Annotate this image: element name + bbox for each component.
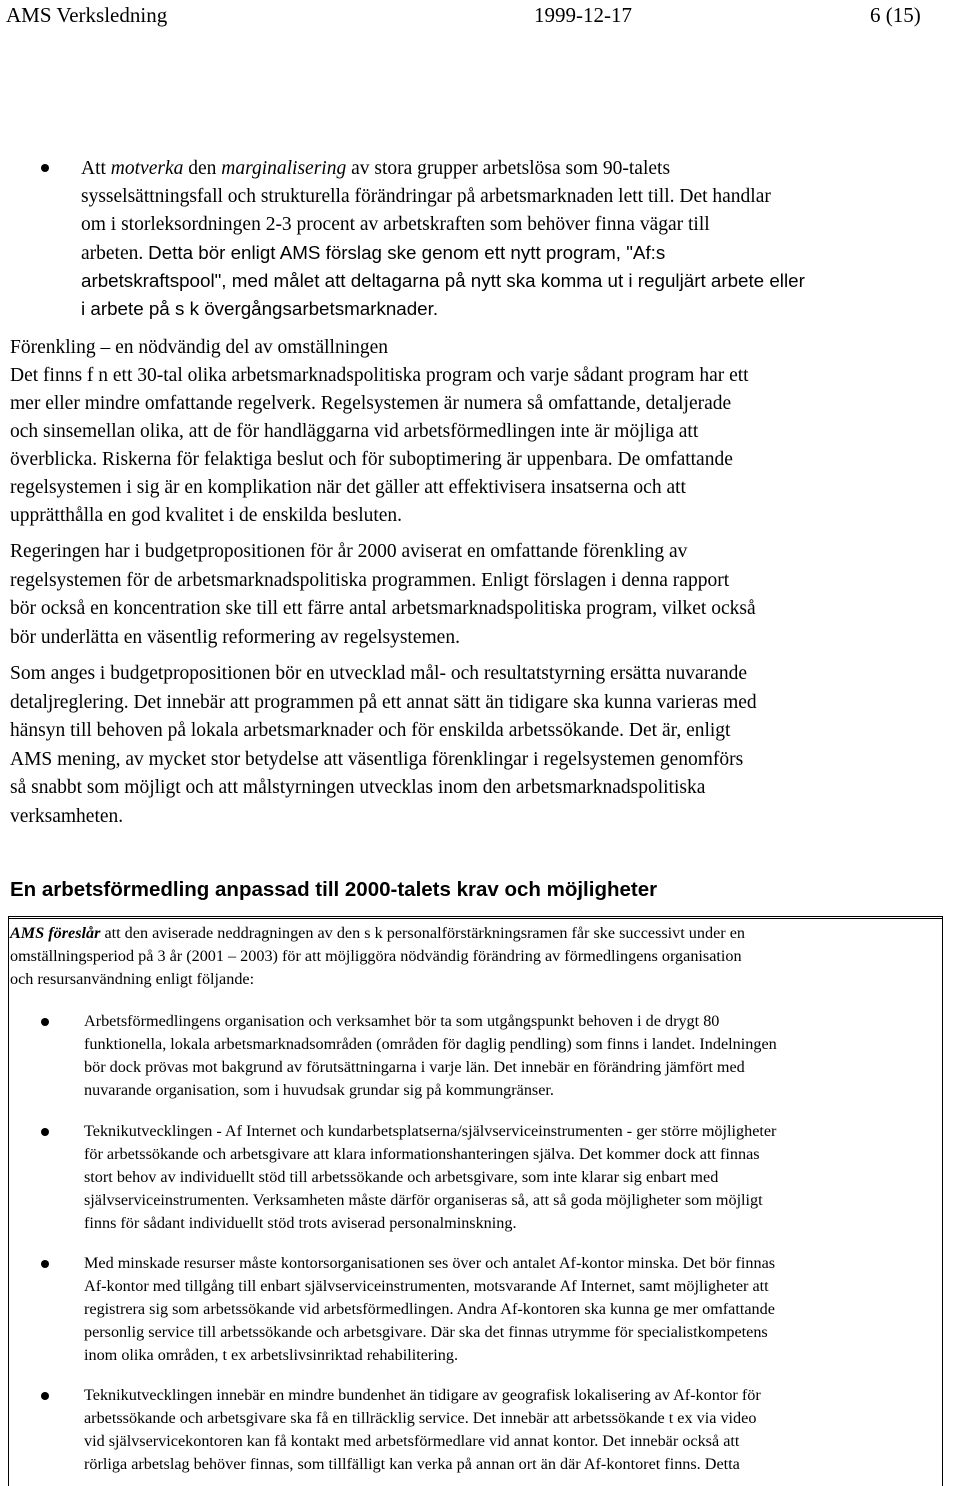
box-bullet-line: arbetssökande och arbetsgivare ska få en tillräcklig service. Det innebär att arbetssökande t ex via video xyxy=(84,1409,757,1427)
box-bullet-line: stort behov av individuellt stöd till arbetssökande och arbetsgivare, som inte klarar sig enbart med xyxy=(84,1168,719,1186)
paragraph3-line: så snabbt som möjligt och att målstyrningen utvecklas inom den arbetsmarknadspolitiska xyxy=(10,777,706,798)
bullet1-line5: arbetskraftspool", med målet att deltagarna på nytt ska komma ut i reguljärt arbete eller xyxy=(81,270,805,291)
box-bullet-line: nuvarande organisation, som i huvudsak grundar sig på kommungränser. xyxy=(84,1081,554,1099)
paragraph3-line: detaljreglering. Det innebär att programmen på ett annat sätt än tidigare ska kunna varieras med xyxy=(10,691,757,713)
box-bullet-line: för arbetssökande och arbetsgivare att klara informationshanteringen själva. Det kommer dock att finnas xyxy=(84,1145,760,1163)
paragraph3-line: AMS mening, av mycket stor betydelse att väsentliga förenklingar i regelsystemen genomförs xyxy=(10,748,744,770)
box-bullet-line: funktionella, lokala arbetsmarknadsområden (områden för daglig pendling) som finns i landet. Indelningen xyxy=(84,1035,777,1053)
paragraph2-line: bör också en koncentration ske till ett färre antal arbetsmarknadspolitiska program, vilket också xyxy=(10,598,756,619)
page-number: 6 (15) xyxy=(870,3,921,27)
paragraph3-line: Som anges i budgetpropositionen bör en utvecklad mål- och resultatstyrning ersätta nuvarande xyxy=(10,663,748,684)
box-bullet-dot xyxy=(41,1128,49,1136)
bullet1-line6: i arbete på s k övergångsarbetsmarknader. xyxy=(81,298,439,319)
paragraph1-line: regelsystemen i sig är en komplikation när det gäller att effektivisera insatserna och att xyxy=(10,477,686,498)
paragraph3-line: hänsyn till behoven på lokala arbetsmarknader och för enskilda arbetssökande. Det är, enligt xyxy=(10,720,731,741)
box-bullet-dot xyxy=(41,1260,49,1268)
box-bullet-line: personlig service till arbetssökande och arbetsgivare. Där ska det finnas utrymme för specialistkompetens xyxy=(84,1323,768,1341)
box-bullet-line: Teknikutvecklingen - Af Internet och kundarbetsplatserna/självserviceinstrumenten - ger större möjligheter xyxy=(84,1122,777,1140)
paragraph3-line: verksamheten. xyxy=(10,805,124,827)
bullet-dot xyxy=(41,164,49,172)
box-bullet-line: Med minskade resurser måste kontorsorganisationen ses över och antalet Af-kontor minska. Det bör finnas xyxy=(84,1254,776,1272)
box-bullet-line: bör dock prövas mot bakgrund av förutsättningarna i varje län. Det innebär en förändring jämfört med xyxy=(84,1058,745,1076)
document-org: AMS Verksledning xyxy=(6,3,168,27)
paragraph2-line: bör underlätta en väsentlig reformering av regelsystemen. xyxy=(10,626,460,648)
box-bullet-line: vid självservicekontoren kan få kontakt med arbetsförmedlare vid annat kontor. Det innebär också att xyxy=(84,1432,740,1450)
box-bullet-line: Af-kontor med tillgång till enbart självserviceinstrumenten, motsvarande Af Internet, samt möjligheter att xyxy=(84,1277,769,1295)
paragraph1-line: upprätthålla en god kvalitet i de enskilda besluten. xyxy=(10,505,403,526)
bullet1-line1: Att motverka den marginalisering av stora grupper arbetslösa som 90-talets xyxy=(81,158,671,179)
box-bullet-line: Arbetsförmedlingens organisation och verksamhet bör ta som utgångspunkt behoven i de drygt 80 xyxy=(84,1012,720,1030)
box-intro-line3: och resursanvändning enligt följande: xyxy=(10,970,255,988)
paragraph2-line: regelsystemen för de arbetsmarknadspolitiska programmen. Enligt förslagen i denna rapport xyxy=(10,569,730,591)
document-date: 1999-12-17 xyxy=(534,3,632,27)
paragraph1-line: överblicka. Riskerna för felaktiga beslut och för suboptimering är uppenbara. De omfattande xyxy=(10,449,733,470)
box-bullet-dot xyxy=(41,1018,49,1026)
box-bullet-line: självserviceinstrumenten. Verksamheten måste därför organiseras så, att så goda möjligheter som möjligt xyxy=(84,1191,763,1209)
bullet1-line2: sysselsättningsfall och strukturella förändringar på arbetsmarknaden lett till. Det handlar xyxy=(81,186,771,207)
box-bullet-line: Teknikutvecklingen innebär en mindre bundenhet än tidigare av geografisk lokalisering av Af-kontor för xyxy=(84,1386,761,1404)
section-title: Förenkling – en nödvändig del av omställningen xyxy=(10,337,389,358)
box-bullet-dot xyxy=(41,1392,49,1400)
box-top-border xyxy=(8,916,943,919)
bullet1-line3: om i storleksordningen 2-3 procent av arbetskraften som behöver finna vägar till xyxy=(81,214,710,235)
bullet1-line4: arbeten. Detta bör enligt AMS förslag ske genom ett nytt program, "Af:s xyxy=(81,242,666,264)
paragraph2-line: Regeringen har i budgetpropositionen för år 2000 aviserat en omfattande förenkling av xyxy=(10,541,688,562)
box-intro-line2: omställningsperiod på 3 år (2001 – 2003) för att möjliggöra nödvändig förändring av förmedlingens organisation xyxy=(10,947,742,965)
section-heading: En arbetsförmedling anpassad till 2000-talets krav och möjligheter xyxy=(10,878,658,901)
paragraph1-line: och sinsemellan olika, att de för handläggarna vid arbetsförmedlingen inte är möjliga att xyxy=(10,421,699,442)
box-bullet-line: finns för sådant individuellt stöd trots aviserad personalminskning. xyxy=(84,1214,517,1232)
paragraph1-line: Det finns f n ett 30-tal olika arbetsmarknadspolitiska program och varje sådant program har ett xyxy=(10,365,749,386)
box-bullet-line: registrera sig som arbetssökande vid arbetsförmedlingen. Andra Af-kontoren ska kunna ge mer omfattande xyxy=(84,1300,775,1318)
box-bullet-line: inom olika områden, t ex arbetslivsinriktad rehabilitering. xyxy=(84,1346,459,1364)
box-bullet-line: rörliga arbetslag behöver finnas, som tillfälligt kan verka på annan ort än där Af-kontoret finns. Detta xyxy=(84,1455,740,1473)
paragraph1-line: mer eller mindre omfattande regelverk. Regelsystemen är numera så omfattande, detaljerade xyxy=(10,393,732,414)
box-intro-line1: AMS föreslår att den aviserade neddragningen av den s k personalförstärkningsramen får ske successivt under en xyxy=(10,924,745,942)
